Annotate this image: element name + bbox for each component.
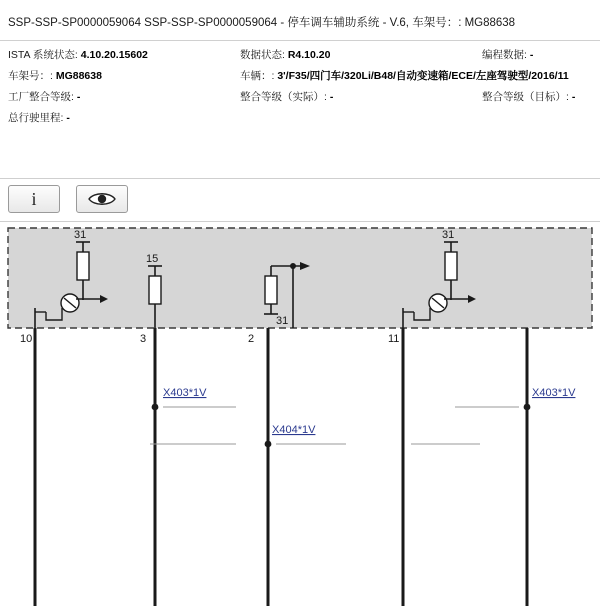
info-label: 总行驶里程:	[8, 112, 64, 124]
connector-label[interactable]: X403*1V	[163, 387, 207, 399]
info-value: R4.10.20	[287, 49, 331, 61]
module-box	[8, 228, 592, 328]
eye-icon	[87, 190, 117, 208]
info-label: 数据状态:	[240, 49, 285, 61]
info-cell	[482, 91, 592, 104]
pin-number: 3	[140, 333, 147, 345]
fuse-label: 15	[146, 253, 159, 265]
diagram-canvas	[0, 220, 600, 606]
info-value: MG88638	[55, 70, 102, 82]
svg-text:i: i	[31, 189, 37, 209]
pin-number: 11	[388, 333, 400, 345]
pin-number: 2	[248, 333, 255, 345]
fuse-symbol	[77, 252, 89, 280]
info-row	[8, 49, 592, 62]
info-cell	[240, 91, 482, 104]
info-cell	[482, 49, 592, 62]
info-value: -	[329, 91, 334, 103]
info-label: 工厂整合等级:	[8, 91, 74, 103]
connector-label[interactable]: X404*1V	[272, 424, 316, 436]
info-cell	[8, 70, 240, 83]
junction-dot	[524, 404, 531, 411]
fuse-label: 31	[74, 229, 87, 241]
info-value: -	[571, 91, 576, 103]
fuse-label: 31	[276, 315, 289, 327]
diagram-toolbar	[0, 178, 600, 222]
info-label: 编程数据:	[482, 49, 527, 61]
info-row	[8, 70, 592, 83]
info-row	[8, 112, 592, 125]
info-label: 整合等级（目标）:	[482, 91, 569, 103]
info-cell	[240, 49, 482, 62]
page-title: SSP-SSP-SP0000059064 SSP-SSP-SP0000059064 - 停车调车辅助系统 - V.6, 车架号：: MG88638	[8, 17, 516, 29]
info-label: ISTA 系统状态:	[8, 49, 78, 61]
info-cell	[240, 70, 592, 83]
fuse-label: 31	[442, 229, 455, 241]
info-label: 车辆：:	[240, 70, 275, 82]
junction-dot	[152, 404, 159, 411]
info-cell	[8, 91, 240, 104]
info-row	[8, 91, 592, 104]
info-cell	[8, 49, 240, 62]
vehicle-info-block	[0, 41, 600, 133]
info-cell	[8, 112, 240, 125]
info-value: -	[66, 112, 70, 124]
info-label: 整合等级（实际）:	[240, 91, 327, 103]
info-button[interactable]	[8, 185, 60, 213]
pin-number: 10	[20, 333, 33, 345]
junction-dot	[265, 441, 272, 448]
wiring-diagram	[0, 220, 600, 606]
info-value: -	[76, 91, 81, 103]
fuse-symbol	[445, 252, 457, 280]
connector-label[interactable]: X403*1V	[532, 387, 576, 399]
fuse-symbol	[149, 276, 161, 304]
info-value: -	[529, 49, 534, 61]
info-value: 3'/F35/四门车/320Li/B48/自动变速箱/ECE/左座驾驶型/2016/11	[277, 70, 569, 82]
fuse-symbol	[265, 276, 277, 304]
info-icon	[23, 189, 45, 209]
info-value: 4.10.20.15602	[80, 49, 148, 61]
view-button[interactable]	[76, 185, 128, 213]
info-label: 车架号：:	[8, 70, 53, 82]
